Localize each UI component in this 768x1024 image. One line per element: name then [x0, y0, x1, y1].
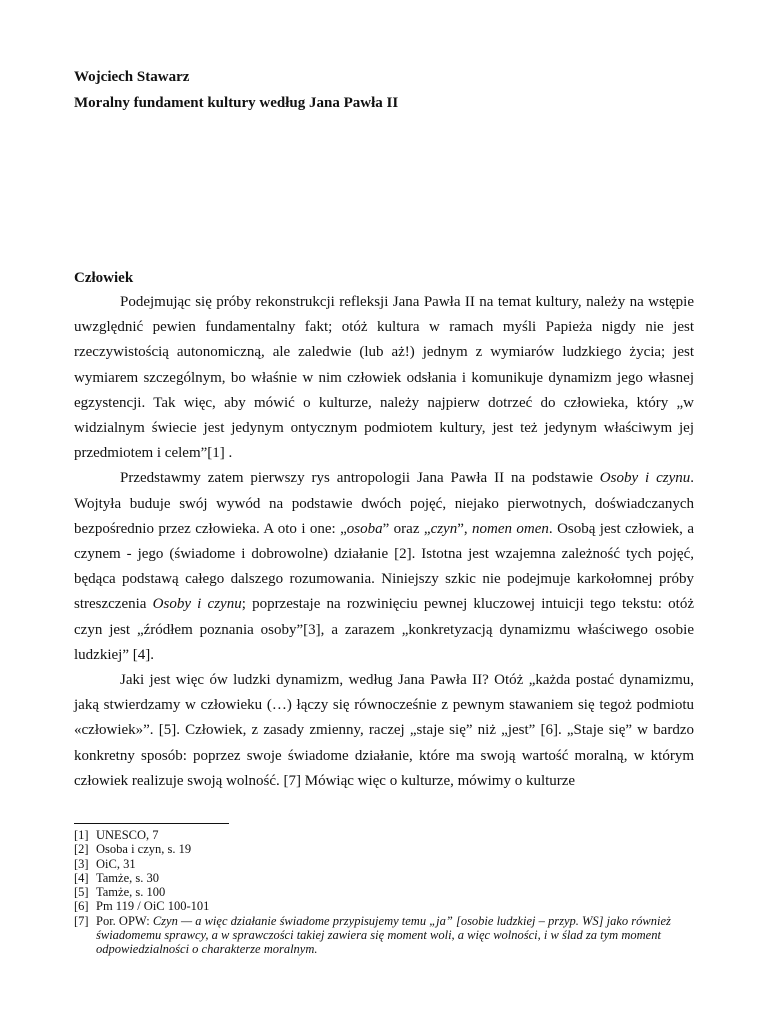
body-text: [74, 290, 694, 794]
text-run: . Wojtyła buduje swój wywód na podstawie dwóch pojęć, niejako pierwotnych, doświadczanych bezpośrednio przez człowieka. A oto i one: „: [74, 470, 694, 537]
footnote-number: [1]: [74, 828, 89, 842]
footnote: [74, 885, 694, 899]
text-run: Przedstawmy zatem pierwszy rys antropologii Jana Pawła II na podstawie: [120, 470, 600, 487]
footnote: [74, 871, 694, 885]
italic-text: osoba: [346, 520, 383, 537]
italic-text: Osoby i czynu: [152, 596, 242, 613]
footnote-separator: [74, 823, 229, 824]
paragraph: [74, 668, 694, 794]
footnote: [74, 828, 694, 842]
italic-text: Osoby i czynu: [599, 470, 691, 487]
text-run: ” oraz „: [382, 520, 431, 537]
footnote: [74, 899, 694, 913]
text-run: Tamże, s. 30: [96, 870, 159, 885]
text-run: OiC, 31: [96, 856, 136, 871]
footnote: [74, 857, 694, 871]
text-run: Tamże, s. 100: [96, 885, 166, 900]
footnote-number: [4]: [74, 870, 89, 885]
footnote-number: [6]: [74, 899, 89, 914]
footnote: [74, 914, 694, 957]
text-run: Osoba i czyn, s. 19: [96, 842, 192, 857]
text-run: Podejmując się próby rekonstrukcji refleksji Jana Pawła II na temat kultury, należy na wstępie uwzględnić pewien fundamentalny fakt; otóż kultura w ramach myśli Papieża nigdy nie jest rzeczywistością autonomiczną, ale zaledwie (lub aż!) jednym z wymiarów ludzkiego życia; jest wymiarem szczególnym, bo właśnie w nim człowiek odsłania i komunikuje dynamizm jego własnej egzystencji. Tak więc, aby mówić o kulturze, należy najpierw dotrzeć do człowieka, który „w widzialnym świecie jest jedynym ontycznym podmiotem kultury, jest też jedynym właściwym jej przedmiotem i celem”[1] .: [74, 294, 694, 462]
italic-text: Czyn — a więc działanie świadome przypisujemy temu „ja” [osobie ludzkiej – przyp. WS] jako również świadomemu sprawcy, a w sprawczości takiej zawiera się moment woli, a więc wolności, i w ślad za tym moment odpowiedzialności o charakterze moralnym.: [96, 913, 671, 957]
italic-text: nomen omen: [472, 520, 549, 537]
footnote-number: [7]: [74, 913, 89, 928]
footnote-number: [5]: [74, 885, 89, 900]
paragraph: [74, 466, 694, 668]
italic-text: czyn: [430, 520, 458, 537]
footnote-number: [2]: [74, 842, 89, 857]
paragraph: [74, 290, 694, 466]
text-run: Jaki jest więc ów ludzki dynamizm, według Jana Pawła II? Otóż „każda postać dynamizmu, jaką stwierdzamy w człowieku (…) łączy się równocześnie z pewnym stawaniem się tegoż podmiotu «człowiek»”. [5]. Człowiek, z zasady zmienny, raczej „staje się” niż „jest” [6]. „Staje się” w bardzo konkretny sposób: poprzez swoje świadome działanie, które ma swoją wartość moralną, w którym człowiek realizuje swoją wolność. [7] Mówiąc więc o kulturze, mówimy o kulturze: [74, 672, 694, 789]
text-run: Pm 119 / OiC 100-101: [96, 899, 210, 914]
author-name: Wojciech Stawarz: [74, 69, 190, 85]
text-run: . Osobą jest człowiek, a czynem - jego (świadome i dobrowolne) działanie [2]. Istotna jest wzajemna zależność tych pojęć, będąca podstawą całego dalszego rozumowania. Niniejszy szkic nie podejmuje karkołomnej próby streszczenia: [74, 520, 694, 613]
footnote: [74, 842, 694, 856]
document-title: Moralny fundament kultury według Jana Pawła II: [74, 95, 399, 111]
text-run: ; poprzestaje na rozwinięciu pewnej kluczowej intuicji tego tekstu: otóż czyn jest „źródłem poznania osoby”[3], a zarazem „konkretyzacją dynamizmu właściwego osobie ludzkiej” [4].: [74, 596, 694, 663]
text-run: Por. OPW:: [96, 913, 153, 928]
text-run: ”,: [457, 520, 473, 537]
section-heading: Człowiek: [74, 270, 134, 286]
footnote-number: [3]: [74, 856, 89, 871]
text-run: UNESCO, 7: [96, 828, 159, 842]
footnotes-list: [74, 828, 694, 957]
